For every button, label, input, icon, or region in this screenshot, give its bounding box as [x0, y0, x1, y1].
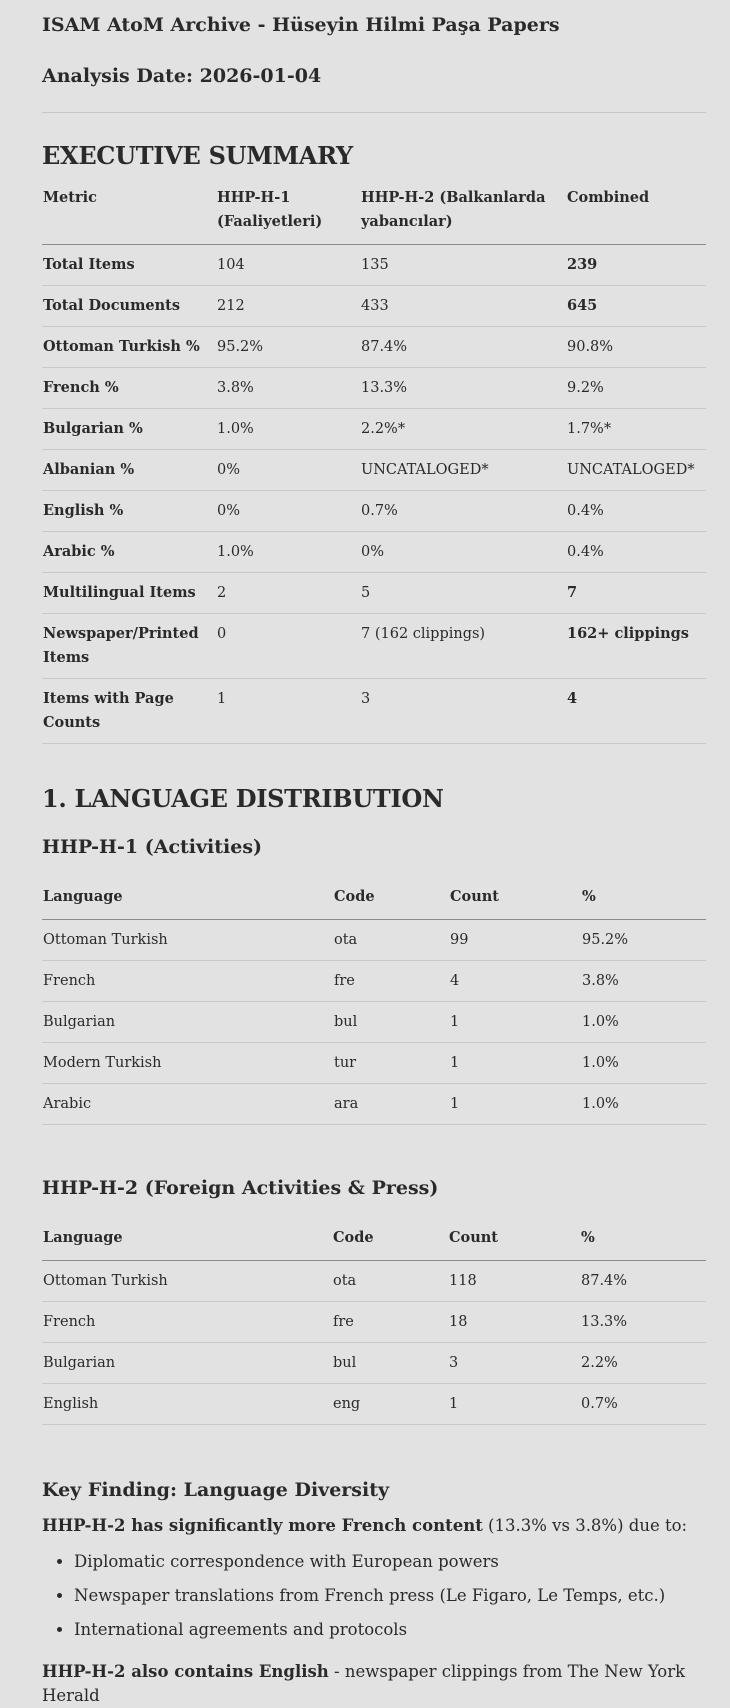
hhp-h1-cell: 3.8% — [216, 368, 360, 409]
column-header: Count — [449, 875, 581, 920]
table-header-row — [42, 1216, 706, 1261]
code-cell: eng — [332, 1384, 448, 1425]
hhp-h1-cell: 0% — [216, 450, 360, 491]
column-header: Code — [332, 1216, 448, 1261]
table-row — [42, 327, 706, 368]
metric-cell: Newspaper/Printed Items — [42, 614, 216, 679]
combined-cell: 90.8% — [566, 327, 706, 368]
column-header: HHP-H-1 (Faaliyetleri) — [216, 174, 360, 245]
hhp-h1-cell: 0 — [216, 614, 360, 679]
hhp-h2-cell: 87.4% — [360, 327, 566, 368]
hhp-h2-language-table — [42, 1216, 706, 1425]
combined-cell: 162+ clippings — [566, 614, 706, 679]
percent-cell: 13.3% — [580, 1302, 706, 1343]
column-header: Language — [42, 1216, 332, 1261]
language-cell: Bulgarian — [42, 1343, 332, 1384]
percent-cell: 2.2% — [580, 1343, 706, 1384]
table-row — [42, 450, 706, 491]
document-title: ISAM AtoM Archive - Hüseyin Hilmi Paşa Papers — [42, 14, 560, 36]
table-header-row — [42, 875, 706, 920]
combined-cell: 0.4% — [566, 532, 706, 573]
hhp-h2-cell: UNCATALOGED* — [360, 450, 566, 491]
table-row — [42, 573, 706, 614]
column-header: Count — [448, 1216, 580, 1261]
table-row — [42, 1002, 706, 1043]
hhp-h2-cell: 5 — [360, 573, 566, 614]
english-finding — [42, 1660, 706, 1708]
language-cell: French — [42, 1302, 332, 1343]
metric-cell: Multilingual Items — [42, 573, 216, 614]
count-cell: 1 — [449, 1002, 581, 1043]
table-row — [42, 1302, 706, 1343]
language-distribution-heading: 1. LANGUAGE DISTRIBUTION — [42, 784, 444, 813]
metric-cell: English % — [42, 491, 216, 532]
metric-cell: Total Items — [42, 245, 216, 286]
table-row — [42, 409, 706, 450]
percent-cell: 0.7% — [580, 1384, 706, 1425]
language-cell: Ottoman Turkish — [42, 920, 333, 961]
language-cell: Modern Turkish — [42, 1043, 333, 1084]
hhp-h1-cell: 2 — [216, 573, 360, 614]
combined-cell: 645 — [566, 286, 706, 327]
code-cell: fre — [332, 1302, 448, 1343]
hhp-h1-cell: 212 — [216, 286, 360, 327]
code-cell: ota — [332, 1261, 448, 1302]
combined-cell: 0.4% — [566, 491, 706, 532]
language-cell: Ottoman Turkish — [42, 1261, 332, 1302]
metric-cell: Bulgarian % — [42, 409, 216, 450]
french-finding-detail: (13.3% vs 3.8%) due to: — [482, 1516, 688, 1535]
percent-cell: 1.0% — [581, 1043, 706, 1084]
code-cell: ara — [333, 1084, 449, 1125]
hhp-h2-cell: 0.7% — [360, 491, 566, 532]
language-cell: English — [42, 1384, 332, 1425]
count-cell: 1 — [449, 1043, 581, 1084]
hhp-h2-cell: 7 (162 clippings) — [360, 614, 566, 679]
count-cell: 1 — [448, 1384, 580, 1425]
column-header: Metric — [42, 174, 216, 245]
combined-cell: UNCATALOGED* — [566, 450, 706, 491]
table-header-row — [42, 174, 706, 245]
table-row — [42, 286, 706, 327]
hhp-h2-cell: 0% — [360, 532, 566, 573]
metric-cell: Total Documents — [42, 286, 216, 327]
french-finding — [42, 1514, 706, 1538]
list-item: • Newspaper translations from French press (Le Figaro, Le Temps, etc.) — [74, 1584, 706, 1608]
table-row — [42, 1043, 706, 1084]
english-finding-bold: HHP-H-2 also contains English — [42, 1662, 329, 1681]
combined-cell: 4 — [566, 679, 706, 744]
hhp-h2-subheading: HHP-H-2 (Foreign Activities & Press) — [42, 1177, 439, 1199]
hhp-h2-language-rows — [42, 1261, 706, 1425]
combined-cell: 7 — [566, 573, 706, 614]
table-row — [42, 245, 706, 286]
hhp-h1-cell: 1.0% — [216, 532, 360, 573]
executive-summary-table — [42, 174, 706, 744]
column-header: Language — [42, 875, 333, 920]
percent-cell: 1.0% — [581, 1002, 706, 1043]
metric-cell: French % — [42, 368, 216, 409]
metric-cell: Items with Page Counts — [42, 679, 216, 744]
count-cell: 99 — [449, 920, 581, 961]
hhp-h1-language-rows — [42, 920, 706, 1125]
hhp-h2-cell: 135 — [360, 245, 566, 286]
table-row — [42, 614, 706, 679]
key-finding-heading: Key Finding: Language Diversity — [42, 1479, 390, 1501]
language-cell: Arabic — [42, 1084, 333, 1125]
list-item: • International agreements and protocols — [74, 1618, 706, 1642]
count-cell: 4 — [449, 961, 581, 1002]
count-cell: 18 — [448, 1302, 580, 1343]
table-row — [42, 1343, 706, 1384]
reasons-list — [42, 1550, 706, 1642]
hhp-h1-language-table — [42, 875, 706, 1125]
count-cell: 118 — [448, 1261, 580, 1302]
table-row — [42, 679, 706, 744]
count-cell: 1 — [449, 1084, 581, 1125]
percent-cell: 3.8% — [581, 961, 706, 1002]
count-cell: 3 — [448, 1343, 580, 1384]
divider — [42, 112, 706, 113]
code-cell: fre — [333, 961, 449, 1002]
table-row — [42, 491, 706, 532]
hhp-h1-subheading: HHP-H-1 (Activities) — [42, 836, 263, 858]
percent-cell: 95.2% — [581, 920, 706, 961]
percent-cell: 1.0% — [581, 1084, 706, 1125]
table-row — [42, 532, 706, 573]
table-row — [42, 1261, 706, 1302]
hhp-h2-cell: 13.3% — [360, 368, 566, 409]
column-header: HHP-H-2 (Balkanlarda yabancılar) — [360, 174, 566, 245]
language-cell: Bulgarian — [42, 1002, 333, 1043]
list-item: • Diplomatic correspondence with European powers — [74, 1550, 706, 1574]
executive-summary-heading: EXECUTIVE SUMMARY — [42, 141, 353, 170]
combined-cell: 9.2% — [566, 368, 706, 409]
analysis-date: Analysis Date: 2026-01-04 — [42, 65, 322, 87]
code-cell: ota — [333, 920, 449, 961]
table-row — [42, 1084, 706, 1125]
hhp-h1-cell: 0% — [216, 491, 360, 532]
hhp-h2-cell: 3 — [360, 679, 566, 744]
column-header: % — [580, 1216, 706, 1261]
table-row — [42, 920, 706, 961]
hhp-h1-cell: 104 — [216, 245, 360, 286]
hhp-h2-cell: 2.2%* — [360, 409, 566, 450]
executive-summary-rows — [42, 245, 706, 744]
hhp-h2-cell: 433 — [360, 286, 566, 327]
metric-cell: Ottoman Turkish % — [42, 327, 216, 368]
column-header: Combined — [566, 174, 706, 245]
percent-cell: 87.4% — [580, 1261, 706, 1302]
code-cell: bul — [333, 1002, 449, 1043]
code-cell: bul — [332, 1343, 448, 1384]
table-row — [42, 368, 706, 409]
metric-cell: Arabic % — [42, 532, 216, 573]
table-row — [42, 1384, 706, 1425]
english-finding-detail: - newspaper clippings from The New York Herald — [42, 1662, 686, 1705]
hhp-h1-cell: 1 — [216, 679, 360, 744]
column-header: % — [581, 875, 706, 920]
combined-cell: 1.7%* — [566, 409, 706, 450]
code-cell: tur — [333, 1043, 449, 1084]
column-header: Code — [333, 875, 449, 920]
combined-cell: 239 — [566, 245, 706, 286]
french-finding-bold: HHP-H-2 has significantly more French content — [42, 1516, 483, 1535]
metric-cell: Albanian % — [42, 450, 216, 491]
hhp-h1-cell: 1.0% — [216, 409, 360, 450]
hhp-h1-cell: 95.2% — [216, 327, 360, 368]
language-cell: French — [42, 961, 333, 1002]
table-row — [42, 961, 706, 1002]
